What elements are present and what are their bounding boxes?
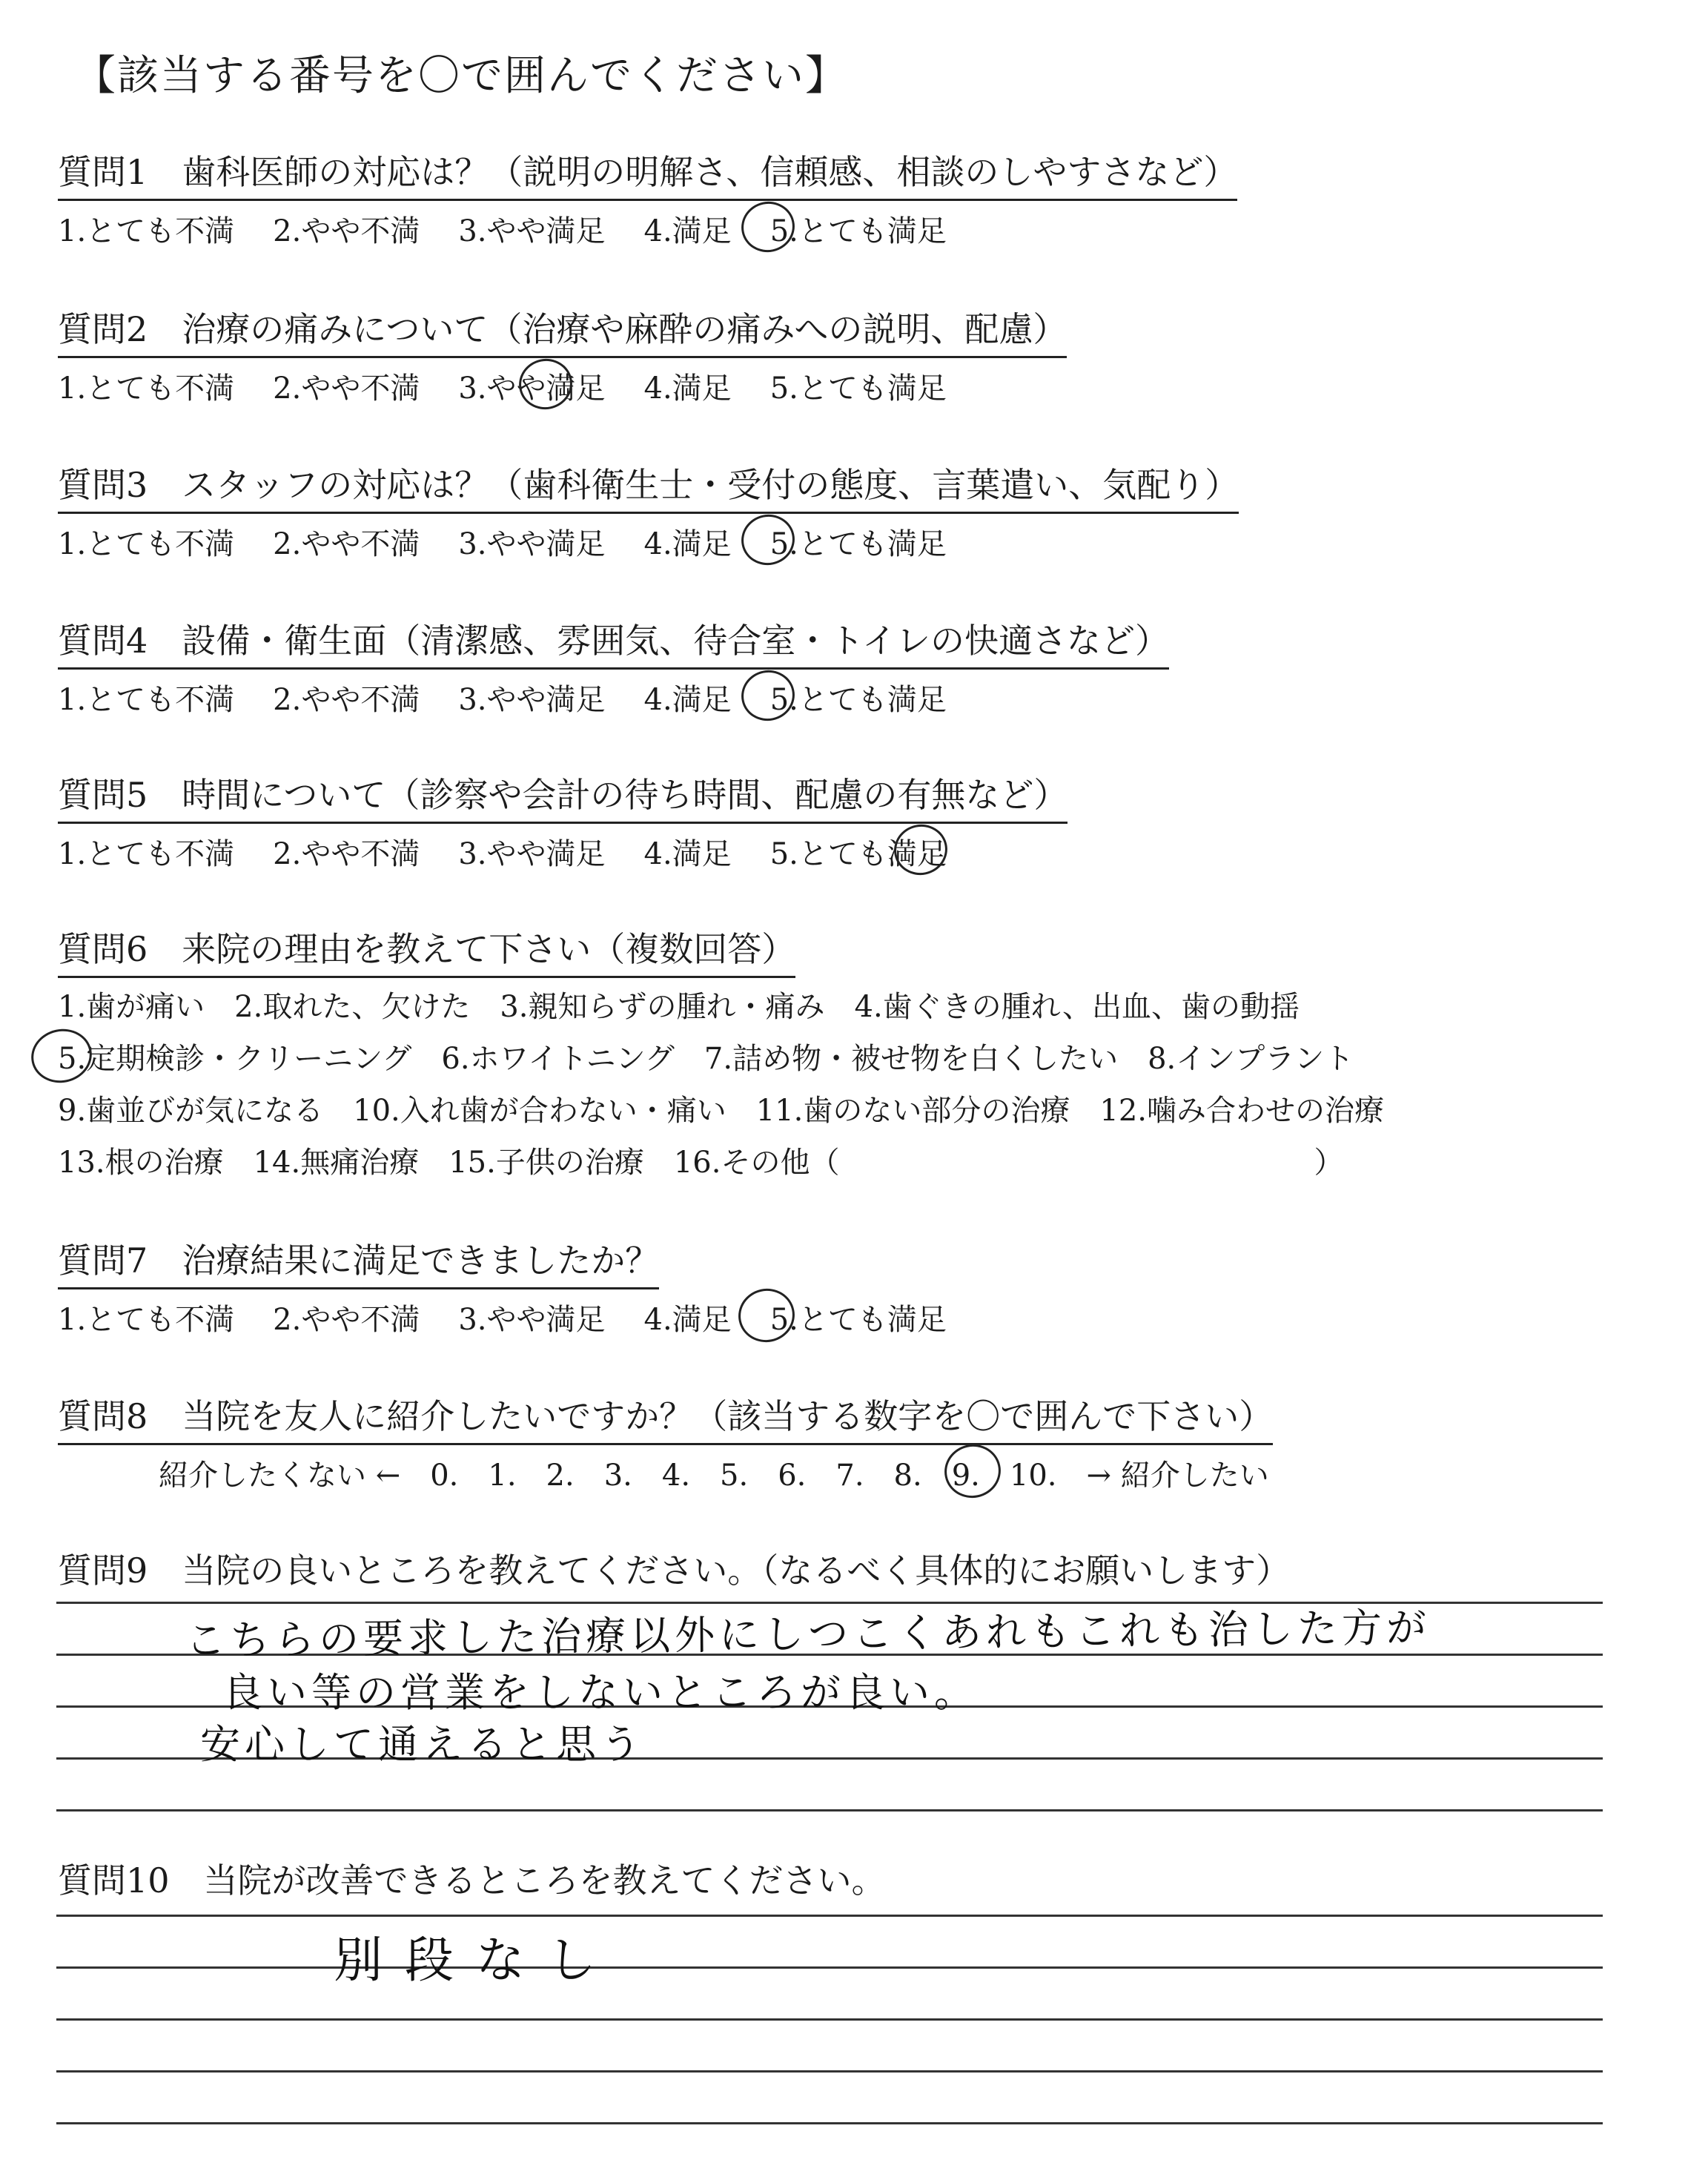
option-1[interactable]: 1.とても不満: [58, 371, 235, 406]
answer-line: [56, 1966, 1603, 1969]
selection-circle: [26, 1023, 96, 1088]
option-3[interactable]: 3.やや満足: [458, 683, 606, 717]
option-2[interactable]: 2.やや不満: [273, 527, 420, 561]
option-4[interactable]: 4.満足: [643, 837, 732, 871]
question-5-heading: 質問5 時間について（診察や会計の待ち時間、配慮の有無など）: [58, 768, 1068, 824]
answer-line: [56, 1915, 1603, 1917]
question-8-heading: 質問8 当院を友人に紹介したいですか？（該当する数字を〇で囲んで下さい）: [58, 1390, 1273, 1445]
option-4[interactable]: 4.満足: [643, 683, 732, 717]
question-5-options: [58, 830, 985, 873]
option-5[interactable]: 5.とても満足: [769, 527, 947, 561]
answer-line: [56, 2122, 1603, 2124]
question-6-heading: 質問6 来院の理由を教えて下さい（複数回答）: [58, 922, 795, 978]
option-5[interactable]: 5.とても満足: [769, 371, 947, 406]
question-7-heading: 質問7 治療結果に満足できましたか？: [58, 1234, 659, 1289]
option-2[interactable]: 2.やや不満: [273, 837, 420, 871]
option-3[interactable]: 3.やや満足: [458, 371, 606, 406]
answer-line: [56, 2018, 1603, 2021]
question-2-heading: 質問2 治療の痛みについて（治療や麻酔の痛みへの説明、配慮）: [58, 303, 1067, 358]
answer-line: [56, 1809, 1603, 1811]
option-4[interactable]: 4.満足: [643, 371, 732, 406]
option-3[interactable]: 3.やや満足: [458, 837, 606, 871]
question-10-heading: 質問10 当院が改善できるところを教えてください。: [58, 1860, 886, 1900]
option-2[interactable]: 2.やや不満: [273, 371, 420, 406]
option-3[interactable]: 3.やや満足: [458, 527, 606, 561]
option-1[interactable]: 1.とても不満: [58, 1303, 235, 1337]
option-5[interactable]: 5.とても満足: [769, 683, 947, 717]
option-3[interactable]: 3.やや満足: [458, 214, 606, 248]
option-1[interactable]: 1.とても不満: [58, 214, 235, 248]
option-2[interactable]: 2.やや不満: [273, 214, 420, 248]
option-2[interactable]: 2.やや不満: [273, 1303, 420, 1337]
option-2[interactable]: 2.やや不満: [273, 683, 420, 717]
answer-line: [56, 2070, 1603, 2073]
q6-option-line[interactable]: 13.根の治療 14.無痛治療 15.子供の治療 16.その他（ ）: [58, 1146, 1344, 1180]
question-3-options: [58, 521, 985, 563]
question-1-options: [58, 208, 985, 250]
option-4[interactable]: 4.満足: [643, 527, 732, 561]
question-9-heading: 質問9 当院の良いところを教えてください。（なるべく具体的にお願いします）: [58, 1550, 1291, 1591]
question-7-options: [58, 1296, 985, 1338]
page-title: 【該当する番号を〇で囲んでください】: [74, 52, 848, 100]
option-1[interactable]: 1.とても不満: [58, 837, 235, 871]
handwritten-answer-line: 良い等の営業をしないところが良い。: [222, 1669, 979, 1716]
handwritten-answer-line: こちらの要求した治療以外にしつこくあれもこれも治した方が: [185, 1604, 1431, 1664]
option-1[interactable]: 1.とても不満: [58, 683, 235, 717]
handwritten-answer-line: 別段なし: [334, 1932, 618, 1989]
q6-option-line[interactable]: 9.歯並びが気になる 10.入れ歯が合わない・痛い 11.歯のない部分の治療 12.噛み合わせの治療: [58, 1094, 1385, 1128]
q6-option-line[interactable]: 1.歯が痛い 2.取れた、欠けた 3.親知らずの腫れ・痛み 4.歯ぐきの腫れ、出血、歯の動揺: [58, 990, 1300, 1024]
option-4[interactable]: 4.満足: [643, 214, 732, 248]
option-3[interactable]: 3.やや満足: [458, 1303, 606, 1337]
q6-option-line[interactable]: 5.定期検診・クリーニング 6.ホワイトニング 7.詰め物・被せ物を白くしたい 8.インプラント: [58, 1042, 1354, 1076]
question-4-options: [58, 676, 985, 719]
handwritten-answer-line: 安心して通えると思う: [200, 1721, 645, 1768]
option-5[interactable]: 5.とても満足: [769, 837, 947, 871]
question-8-scale[interactable]: 紹介したくない ← 0. 1. 2. 3. 4. 5. 6. 7. 8. 9. 10. → 紹介したい: [159, 1459, 1269, 1493]
question-3-heading: 質問3 スタッフの対応は？（歯科衛生士・受付の態度、言葉遣い、気配り）: [58, 458, 1239, 514]
option-5[interactable]: 5.とても満足: [769, 1303, 947, 1337]
option-5[interactable]: 5.とても満足: [769, 214, 947, 248]
question-4-heading: 質問4 設備・衛生面（清潔感、雰囲気、待合室・トイレの快適さなど）: [58, 614, 1169, 670]
question-1-heading: 質問1 歯科医師の対応は？（説明の明解さ、信頼感、相談のしやすさなど）: [58, 145, 1237, 201]
option-4[interactable]: 4.満足: [643, 1303, 732, 1337]
option-1[interactable]: 1.とても不満: [58, 527, 235, 561]
